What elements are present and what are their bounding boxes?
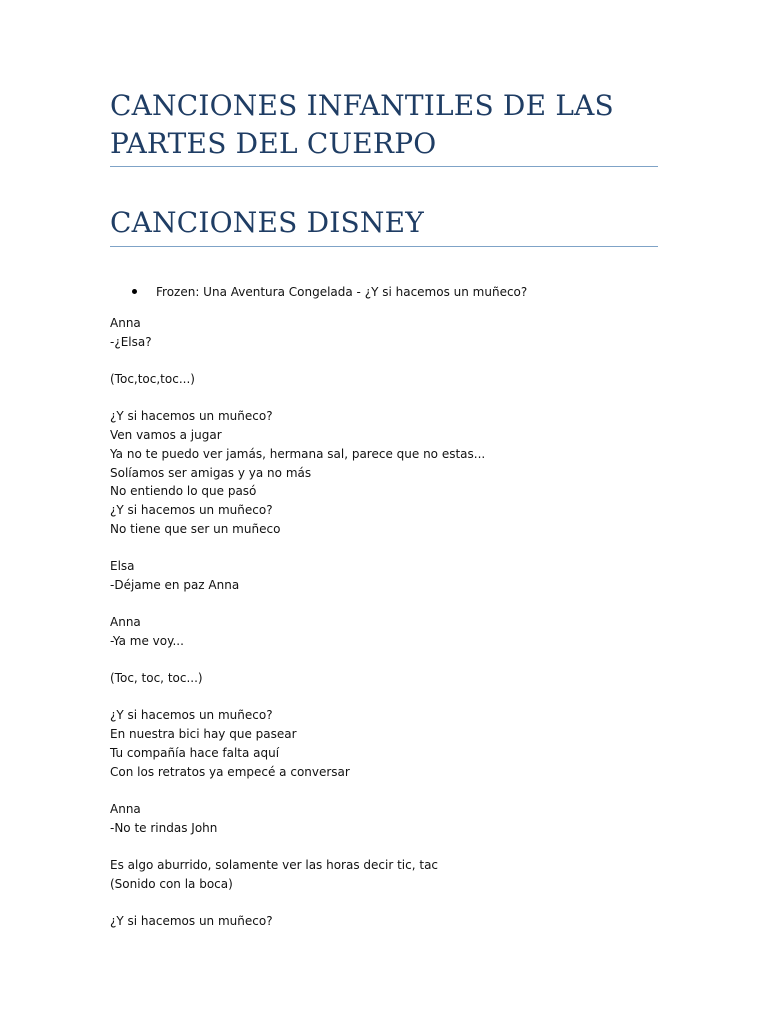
lyric-line bbox=[110, 837, 670, 856]
document-title: CANCIONES INFANTILES DE LAS PARTES DEL CUERPO bbox=[110, 89, 614, 160]
section-heading: CANCIONES DISNEY bbox=[110, 206, 424, 239]
song-title: Frozen: Una Aventura Congelada - ¿Y si hacemos un muñeco? bbox=[156, 285, 528, 299]
lyric-line: Ya no te puedo ver jamás, hermana sal, parece que no estas... bbox=[110, 446, 486, 461]
song-list bbox=[130, 283, 527, 301]
lyric-line: (Sonido con la boca) bbox=[110, 876, 233, 891]
lyric-line: (Toc, toc, toc...) bbox=[110, 671, 203, 686]
lyric-line: Anna bbox=[110, 316, 141, 330]
lyric-line: -¿Elsa? bbox=[110, 334, 152, 349]
section-divider bbox=[110, 246, 658, 247]
lyric-line bbox=[110, 688, 670, 707]
lyric-line: Ven vamos a jugar bbox=[110, 428, 222, 443]
lyric-line: Elsa bbox=[110, 558, 135, 573]
lyric-line bbox=[110, 781, 670, 800]
lyrics-body bbox=[110, 314, 670, 931]
lyric-line: ¿Y si hacemos un muñeco? bbox=[110, 409, 273, 424]
lyric-line bbox=[110, 594, 670, 613]
bullet-icon bbox=[132, 289, 137, 294]
lyric-line: -Ya me voy... bbox=[110, 633, 184, 648]
lyric-line: En nuestra bici hay que pasear bbox=[110, 727, 297, 742]
lyric-line: -No te rindas John bbox=[110, 820, 218, 835]
lyric-line bbox=[110, 389, 670, 408]
lyric-line: -Déjame en paz Anna bbox=[110, 577, 240, 592]
lyric-line: Tu compañía hace falta aquí bbox=[110, 745, 280, 760]
lyric-line: ¿Y si hacemos un muñeco? bbox=[110, 914, 273, 928]
lyric-line: ¿Y si hacemos un muñeco? bbox=[110, 708, 273, 723]
lyric-line: Anna bbox=[110, 801, 141, 816]
lyric-line: Anna bbox=[110, 615, 141, 629]
lyric-line bbox=[110, 538, 670, 557]
lyric-line: No tiene que ser un muñeco bbox=[110, 521, 281, 536]
song-list-item bbox=[130, 283, 527, 301]
lyric-line: No entiendo lo que pasó bbox=[110, 484, 257, 499]
lyric-line bbox=[110, 351, 670, 370]
lyric-line bbox=[110, 650, 670, 669]
lyric-line: (Toc,toc,toc...) bbox=[110, 372, 195, 387]
lyric-line: Solíamos ser amigas y ya no más bbox=[110, 465, 312, 480]
title-divider bbox=[110, 166, 658, 167]
lyric-line: Con los retratos ya empecé a conversar bbox=[110, 764, 350, 779]
lyric-line: ¿Y si hacemos un muñeco? bbox=[110, 502, 273, 517]
lyric-line: Es algo aburrido, solamente ver las horas decir tic, tac bbox=[110, 857, 439, 872]
lyric-line bbox=[110, 893, 670, 912]
